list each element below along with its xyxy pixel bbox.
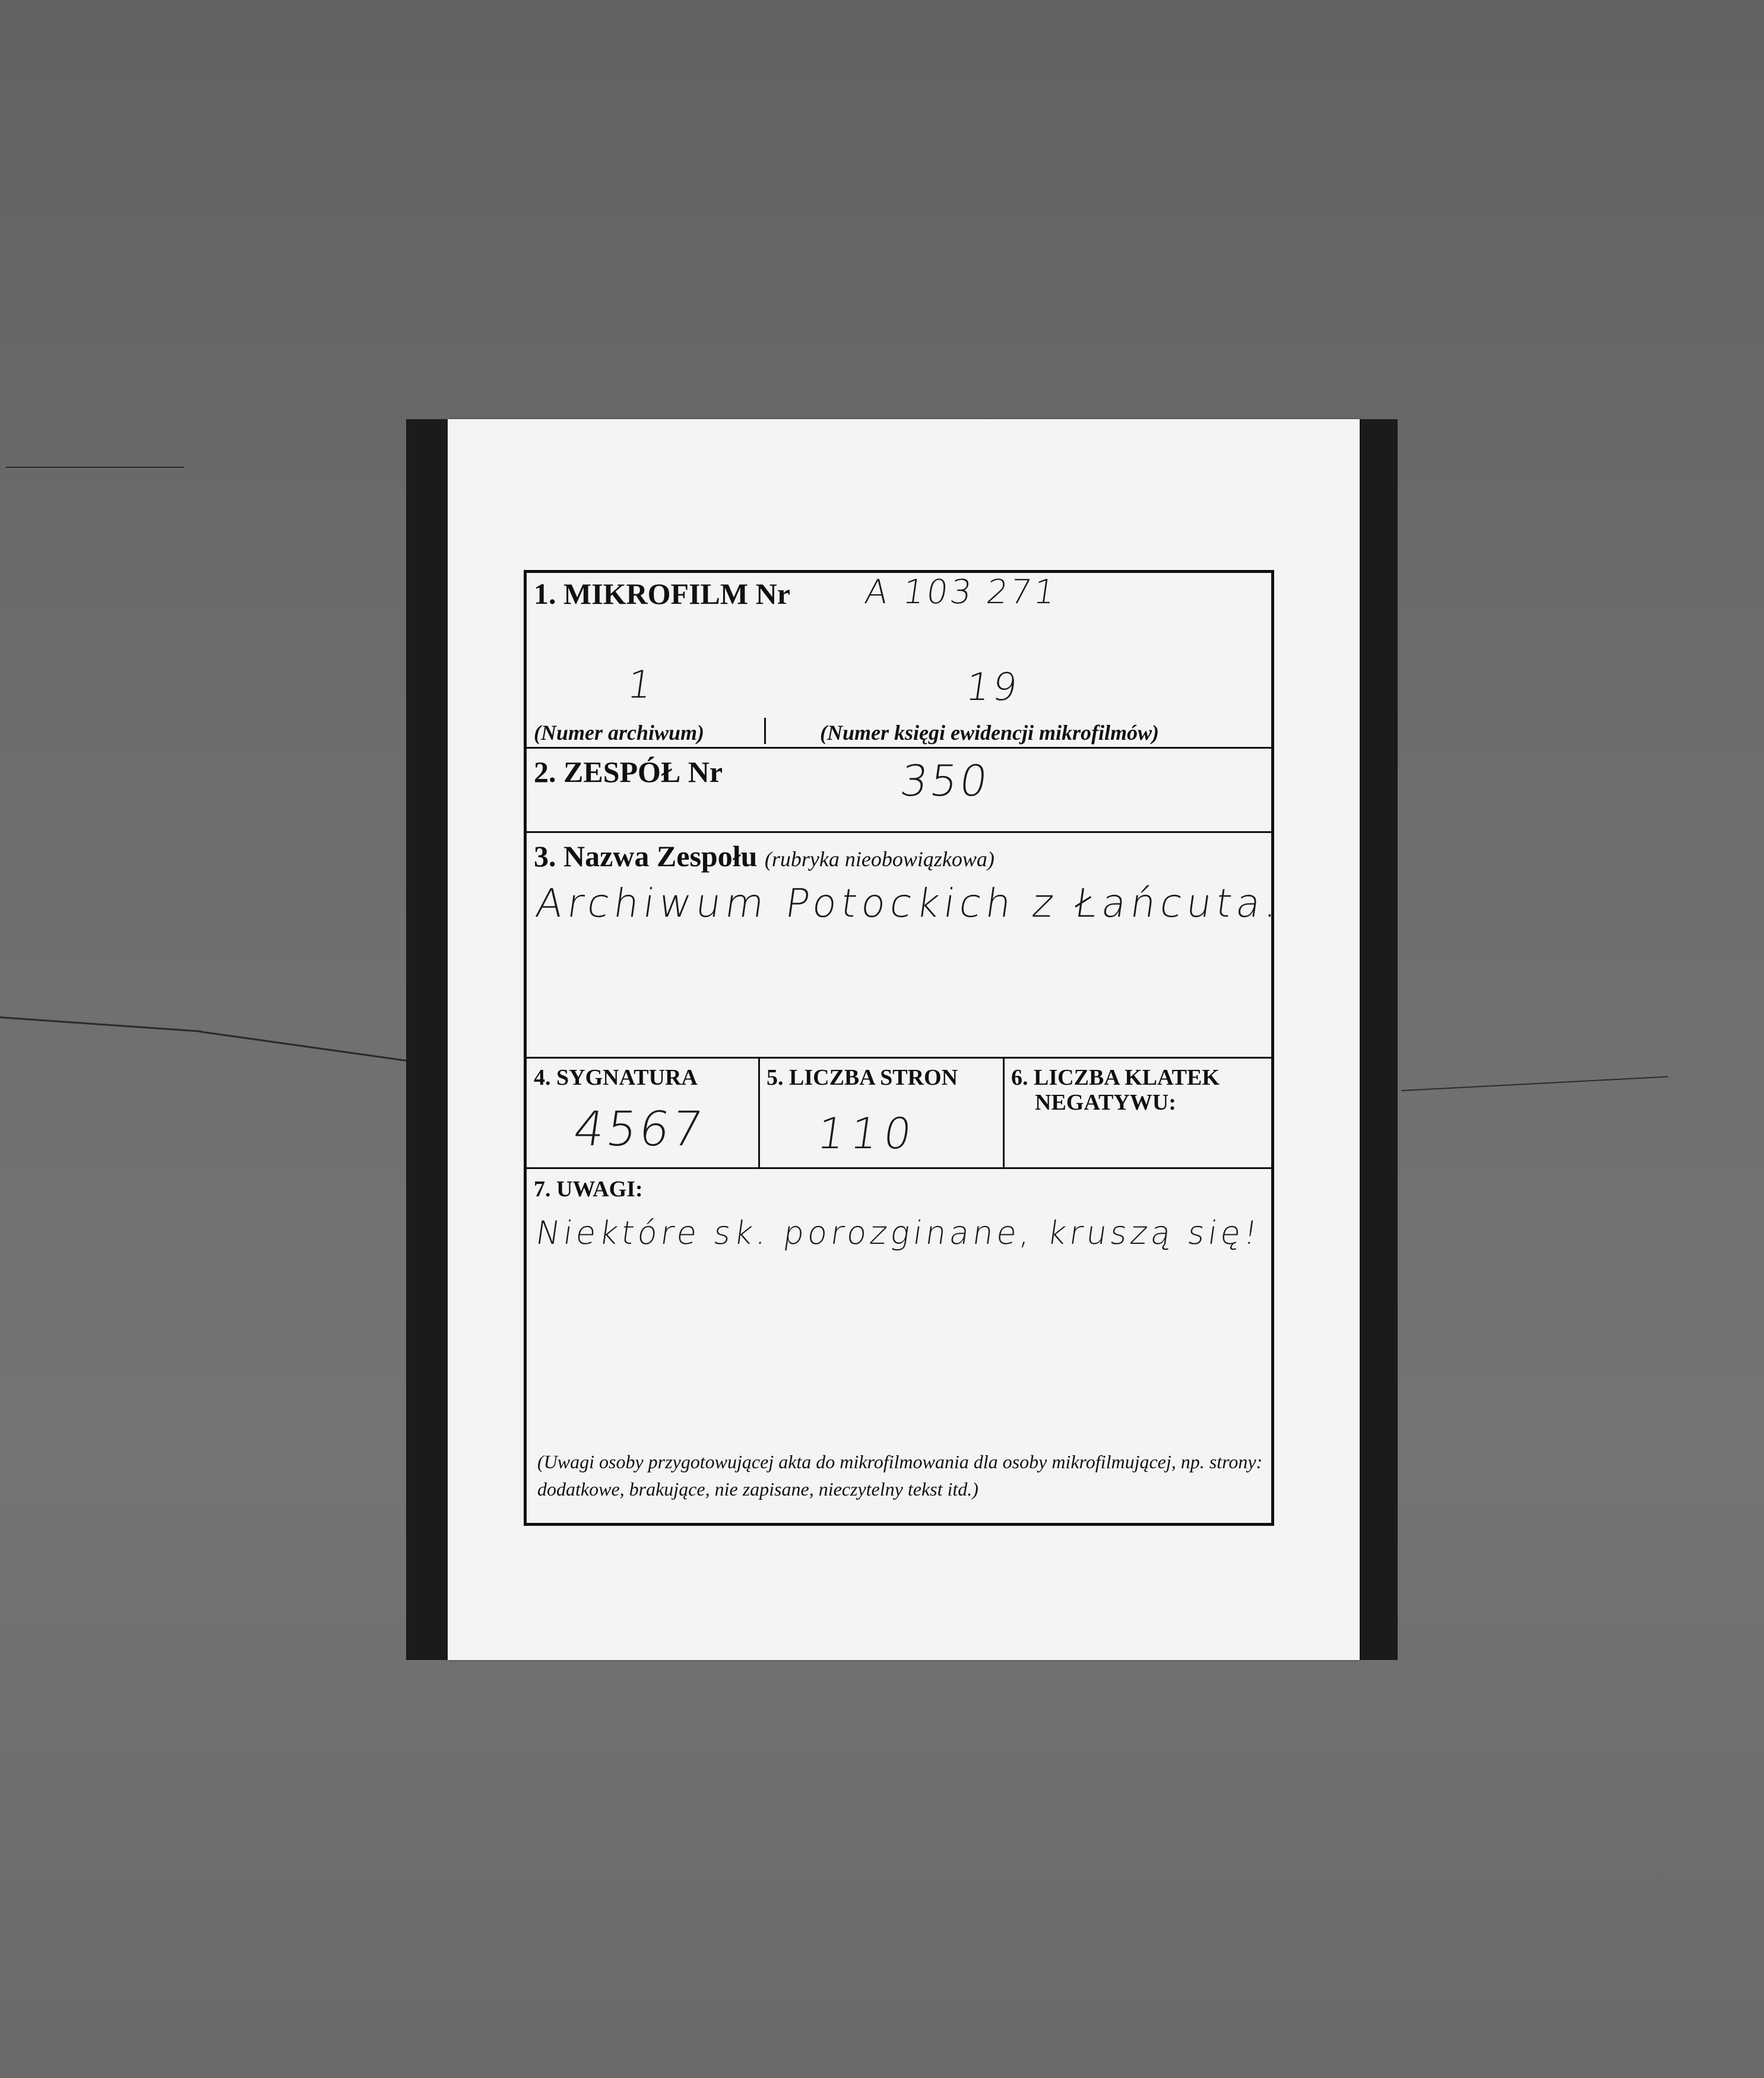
field4-value: 4567 xyxy=(570,1101,709,1157)
field2-value: 350 xyxy=(897,756,993,806)
field7-label: 7. UWAGI: xyxy=(534,1177,643,1202)
microfilm-card xyxy=(448,419,1360,1660)
ledger-number-value: 19 xyxy=(962,666,1022,709)
field3-label-text: 3. Nazwa Zespołu xyxy=(534,840,758,873)
column-divider xyxy=(758,1059,760,1167)
field5-value: 110 xyxy=(814,1108,921,1158)
microfilm-form xyxy=(524,570,1286,1526)
field7-value: Niektóre sk. porozginane, kruszą się! xyxy=(533,1214,1263,1252)
scratch-mark xyxy=(6,467,184,468)
archive-number-caption: (Numer archiwum) xyxy=(534,721,705,745)
field2-label: 2. ZESPÓŁ Nr xyxy=(534,755,723,788)
archive-number-value: 1 xyxy=(624,663,657,707)
ledger-number-caption: (Numer księgi ewidencji mikrofilmów) xyxy=(820,721,1159,745)
field4-label: 4. SYGNATURA xyxy=(534,1065,698,1090)
field3-label xyxy=(534,839,995,873)
field5-label: 5. LICZBA STRON xyxy=(767,1065,958,1090)
column-divider xyxy=(1003,1059,1005,1167)
fields-4-6-row xyxy=(527,1059,1271,1169)
caption-divider xyxy=(764,718,766,744)
field7-row xyxy=(527,1169,1271,1523)
field2-row xyxy=(527,749,1271,833)
field6-label-line2: NEGATYWU: xyxy=(1035,1090,1176,1115)
field1-row xyxy=(527,573,1271,749)
field1-value: A 103 271 xyxy=(862,573,1060,612)
field3-label-note: (rubryka nieobowiązkowa) xyxy=(764,847,995,871)
field7-note: (Uwagi osoby przygotowującej akta do mikrofilmowania dla osoby mikrofilmującej, np. strony: dodatkowe, brakujące, nie zapisane, nieczytelny tekst itd.) xyxy=(537,1451,1263,1500)
field3-value: Archiwum Potockich z Łańcuta. xyxy=(533,880,1286,926)
field3-row xyxy=(527,833,1286,1059)
field6-label-line1: 6. LICZBA KLATEK xyxy=(1011,1065,1220,1090)
field1-label: 1. MIKROFILM Nr xyxy=(534,577,790,610)
